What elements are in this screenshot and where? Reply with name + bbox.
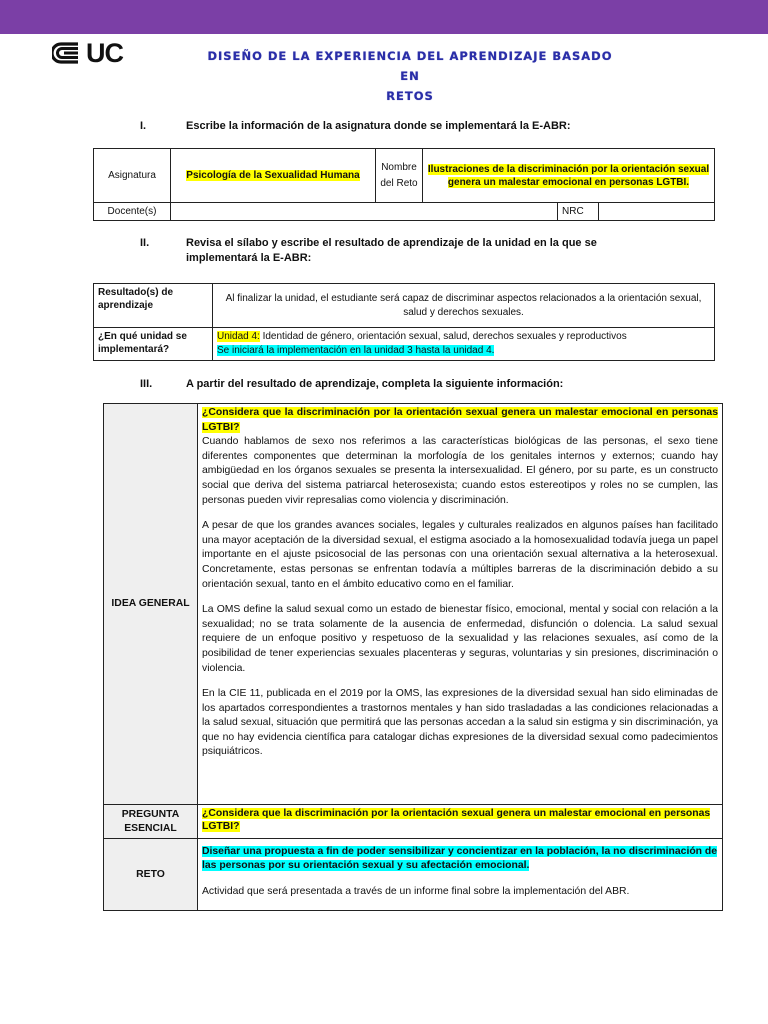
- idea-paragraph-2: A pesar de que los grandes avances sociales, legales y culturales realizados en algunos países han facilitado una mayor aceptación de la diversidad sexual, el estigma asociado a la homosexualidad todavía juega un papel importante en el ajuste psicosocial de las personas con una orientación sexual alternativa a la heterosexual. Concretamente, estas personas se enfrentan todavía a múltiples barreras de la discriminación debido a su orientación sexual, tanto en el ámbito educativo como en el familiar.: [202, 520, 718, 590]
- asignatura-value: Psicología de la Sexualidad Humana: [186, 170, 360, 181]
- pregunta-esencial-cell: [198, 805, 723, 839]
- pregunta-esencial-label: PREGUNTA ESENCIAL: [104, 805, 198, 839]
- resultado-label: Resultado(s) de aprendizaje: [94, 284, 213, 328]
- nombre-reto-value: Ilustraciones de la discriminación por la orientación sexual genera un malestar emocional en personas LGTBI.: [427, 163, 710, 188]
- section-1-text: Escribe la información de la asignatura donde se implementará la E-ABR:: [186, 120, 571, 132]
- unidad-name: Unidad 4:: [217, 331, 260, 342]
- pregunta-esencial-value: ¿Considera que la discriminación por la orientación sexual genera un malestar emocional en personas LGTBI?: [202, 808, 711, 832]
- subject-info-table: [93, 148, 715, 221]
- unidad-cell: [213, 328, 715, 361]
- section-3-text: A partir del resultado de aprendizaje, completa la siguiente información:: [186, 378, 564, 390]
- docente-row: [171, 203, 715, 221]
- logo-text: UC: [86, 37, 123, 68]
- asignatura-label: Asignatura: [94, 149, 171, 203]
- idea-question-text: ¿Considera que la discriminación por la orientación sexual genera un malestar emocional en personas LGTBI?: [202, 407, 718, 433]
- idea-general-content: [198, 404, 723, 805]
- reto-label: RETO: [104, 839, 198, 911]
- section-2-number: II.: [140, 237, 150, 249]
- reto-value-wrap: [202, 845, 718, 873]
- nrc-value: [599, 203, 714, 220]
- nrc-label: NRC: [558, 203, 599, 220]
- title-line-3: RETOS: [386, 89, 434, 103]
- reto-value: Diseñar una propuesta a fin de poder sensibilizar y concientizar en la población, la no discriminación de las personas por su orientación sexual y su afectación emocional.: [202, 846, 718, 871]
- idea-paragraph-4: En la CIE 11, publicada en el 2019 por la OMS, las expresiones de la diversidad sexual han sido eliminadas de los apartados correspondientes a trastornos mentales y han sido trasladadas a las condiciones relacionadas a la salud sexual, situación que permitirá que las personas accedan a la salud sin estigma y sin discriminación, ya que no hay evidencia científica para catalogar dichas expresiones de la diversidad sexual como padecimientos psiquiátricos.: [202, 688, 718, 758]
- title-line-1: DISEÑO DE LA EXPERIENCIA DEL APRENDIZAJE BASADO: [207, 49, 613, 63]
- asignatura-cell: [171, 149, 376, 203]
- docente-label: Docente(s): [94, 203, 171, 221]
- document-title: [130, 46, 690, 106]
- section-1-heading: [140, 119, 700, 135]
- section-2-heading: [140, 236, 700, 268]
- learning-outcome-table: [93, 283, 715, 361]
- idea-general-label: IDEA GENERAL: [104, 404, 198, 805]
- section-2-text: Revisa el sílabo y escribe el resultado de aprendizaje de la unidad en la que se implementará la E-ABR:: [186, 237, 597, 264]
- top-color-bar: [0, 0, 768, 34]
- nombre-reto-label: Nombre del Reto: [376, 149, 423, 203]
- idea-question: [202, 406, 718, 435]
- idea-paragraph-3: La OMS define la salud sexual como un estado de bienestar físico, emocional, mental y social con relación a la sexualidad; no se trata solamente de la ausencia de enfermedad, disfunción o dolencia. La salud sexual requiere de un enfoque positivo y respetuoso de la sexualidad y las relaciones sexuales, así como de la posibilidad de tener experiencias sexuales placenteras y seguras, voluntarias y sin presiones, discriminación o violencia.: [202, 604, 718, 674]
- unidad-note: Se iniciará la implementación en la unidad 3 hasta la unidad 4.: [217, 345, 495, 356]
- unidad-desc: Identidad de género, orientación sexual, salud, derechos sexuales y reproductivos: [259, 331, 627, 342]
- section-1-number: I.: [140, 120, 147, 132]
- resultado-value: Al finalizar la unidad, el estudiante será capaz de discriminar aspectos relacionados a la orientación sexual, salud y derechos sexuales.: [213, 284, 715, 328]
- reto-note: Actividad que será presentada a través de un informe final sobre la implementación del ABR.: [202, 886, 630, 897]
- section-3-number: III.: [140, 378, 153, 390]
- title-line-2: EN: [400, 69, 420, 83]
- reto-cell: [198, 839, 723, 911]
- uc-logo-icon: [52, 40, 82, 66]
- nombre-reto-cell: [423, 149, 715, 203]
- section-3-heading: [140, 377, 700, 393]
- docente-value: [171, 203, 558, 220]
- uc-logo: [52, 38, 123, 68]
- unidad-label: ¿En qué unidad se implementará?: [94, 328, 213, 361]
- idea-paragraph-1: Cuando hablamos de sexo nos referimos a las características biológicas de las personas, el sexo tiene diferentes componentes que determinan la morfología de los genitales internos y externos; cuando hay ambigüedad en los órganos sexuales se presenta la intersexualidad. El género, por su parte, es un constructo social que deriva del sistema patriarcal heterosexista; cuando estos estereotipos y roles no se cumplen, las personas pueden vivir represalias como violencia y discriminación.: [202, 436, 718, 506]
- challenge-table: [103, 403, 723, 911]
